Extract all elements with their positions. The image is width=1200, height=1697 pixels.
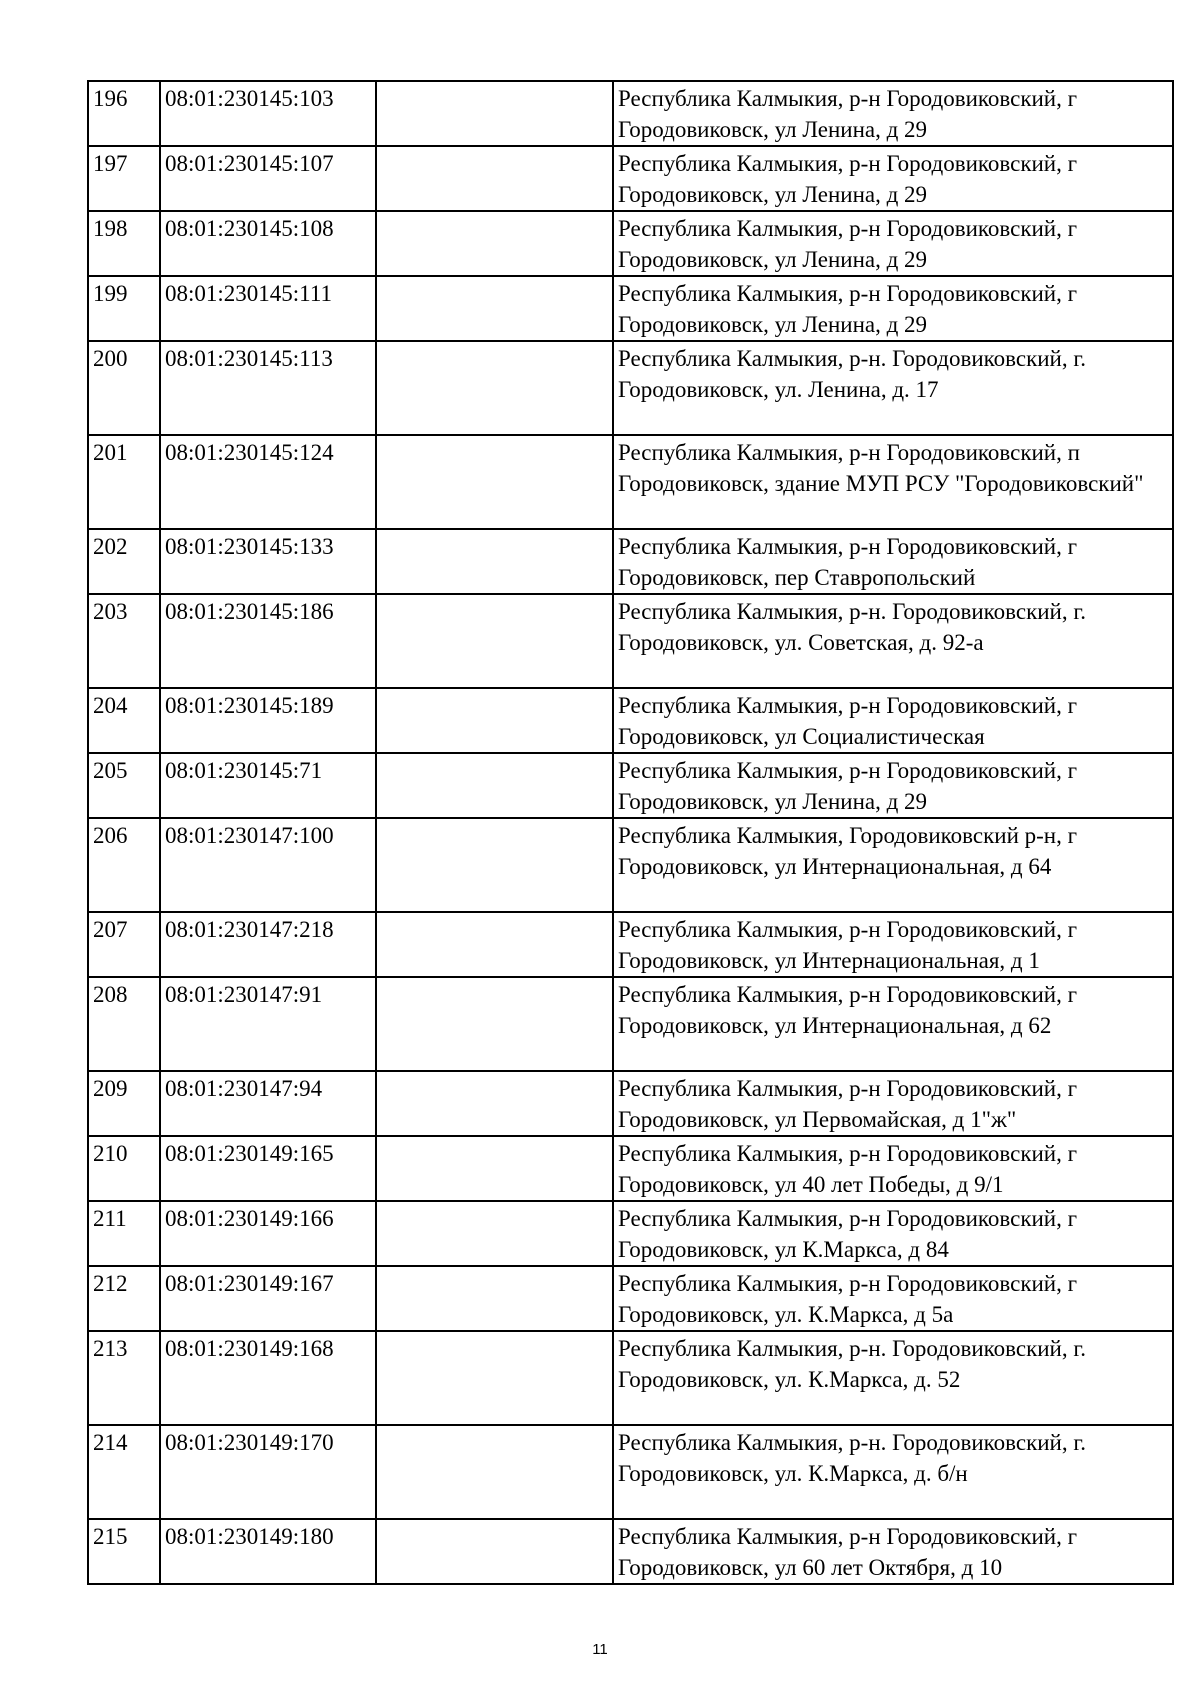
address-cell: Республика Калмыкия, р-н Городовиковский, г Городовиковск, ул Ленина, д 29	[613, 753, 1173, 818]
table-row	[88, 594, 1173, 688]
empty-cell	[376, 977, 613, 1071]
table-row	[88, 912, 1173, 977]
row-number-cell: 200	[88, 341, 160, 435]
cadastral-number-cell: 08:01:230149:165	[160, 1136, 376, 1201]
address-cell: Республика Калмыкия, р-н. Городовиковский, г. Городовиковск, ул. Ленина, д. 17	[613, 341, 1173, 435]
empty-cell	[376, 1519, 613, 1584]
cadastral-number-cell: 08:01:230145:108	[160, 211, 376, 276]
address-cell: Республика Калмыкия, р-н. Городовиковский, г. Городовиковск, ул. К.Маркса, д. б/н	[613, 1425, 1173, 1519]
empty-cell	[376, 753, 613, 818]
empty-cell	[376, 912, 613, 977]
row-number-cell: 197	[88, 146, 160, 211]
address-cell: Республика Калмыкия, р-н Городовиковский, г Городовиковск, ул Первомайская, д 1"ж"	[613, 1071, 1173, 1136]
cadastral-number-cell: 08:01:230149:168	[160, 1331, 376, 1425]
registry-table-body	[88, 81, 1173, 1584]
cadastral-number-cell: 08:01:230149:166	[160, 1201, 376, 1266]
table-row	[88, 1519, 1173, 1584]
address-cell: Республика Калмыкия, р-н Городовиковский, г Городовиковск, ул Ленина, д 29	[613, 276, 1173, 341]
table-row	[88, 529, 1173, 594]
address-cell: Республика Калмыкия, р-н Городовиковский, г Городовиковск, пер Ставропольский	[613, 529, 1173, 594]
row-number-cell: 205	[88, 753, 160, 818]
table-row	[88, 276, 1173, 341]
table-row	[88, 1266, 1173, 1331]
address-cell: Республика Калмыкия, р-н Городовиковский, г Городовиковск, ул 60 лет Октября, д 10	[613, 1519, 1173, 1584]
table-row	[88, 1331, 1173, 1425]
empty-cell	[376, 1071, 613, 1136]
page-number: 11	[592, 1641, 608, 1658]
address-cell: Республика Калмыкия, Городовиковский р-н, г Городовиковск, ул Интернациональная, д 64	[613, 818, 1173, 912]
row-number-cell: 202	[88, 529, 160, 594]
cadastral-number-cell: 08:01:230149:167	[160, 1266, 376, 1331]
row-number-cell: 211	[88, 1201, 160, 1266]
row-number-cell: 213	[88, 1331, 160, 1425]
cadastral-number-cell: 08:01:230145:103	[160, 81, 376, 146]
table-row	[88, 146, 1173, 211]
cadastral-number-cell: 08:01:230145:124	[160, 435, 376, 529]
cadastral-number-cell: 08:01:230145:107	[160, 146, 376, 211]
table-row	[88, 435, 1173, 529]
cadastral-number-cell: 08:01:230145:113	[160, 341, 376, 435]
empty-cell	[376, 81, 613, 146]
row-number-cell: 198	[88, 211, 160, 276]
address-cell: Республика Калмыкия, р-н Городовиковский, г Городовиковск, ул Ленина, д 29	[613, 146, 1173, 211]
empty-cell	[376, 1266, 613, 1331]
registry-table	[87, 80, 1174, 1585]
address-cell: Республика Калмыкия, р-н Городовиковский, г Городовиковск, ул Интернациональная, д 1	[613, 912, 1173, 977]
empty-cell	[376, 1136, 613, 1201]
address-cell: Республика Калмыкия, р-н Городовиковский, п Городовиковск, здание МУП РСУ "Городовиковский"	[613, 435, 1173, 529]
cadastral-number-cell: 08:01:230145:71	[160, 753, 376, 818]
cadastral-number-cell: 08:01:230145:189	[160, 688, 376, 753]
empty-cell	[376, 1201, 613, 1266]
empty-cell	[376, 435, 613, 529]
row-number-cell: 204	[88, 688, 160, 753]
empty-cell	[376, 688, 613, 753]
cadastral-number-cell: 08:01:230147:218	[160, 912, 376, 977]
cadastral-number-cell: 08:01:230149:170	[160, 1425, 376, 1519]
empty-cell	[376, 211, 613, 276]
cadastral-number-cell: 08:01:230145:111	[160, 276, 376, 341]
address-cell: Республика Калмыкия, р-н Городовиковский, г Городовиковск, ул. К.Маркса, д 5а	[613, 1266, 1173, 1331]
table-row	[88, 1071, 1173, 1136]
address-cell: Республика Калмыкия, р-н. Городовиковский, г. Городовиковск, ул. Советская, д. 92-а	[613, 594, 1173, 688]
table-row	[88, 211, 1173, 276]
row-number-cell: 208	[88, 977, 160, 1071]
cadastral-number-cell: 08:01:230149:180	[160, 1519, 376, 1584]
empty-cell	[376, 594, 613, 688]
row-number-cell: 203	[88, 594, 160, 688]
cadastral-number-cell: 08:01:230145:186	[160, 594, 376, 688]
cadastral-number-cell: 08:01:230147:94	[160, 1071, 376, 1136]
cadastral-number-cell: 08:01:230147:100	[160, 818, 376, 912]
row-number-cell: 209	[88, 1071, 160, 1136]
row-number-cell: 199	[88, 276, 160, 341]
row-number-cell: 206	[88, 818, 160, 912]
table-row	[88, 341, 1173, 435]
address-cell: Республика Калмыкия, р-н Городовиковский, г Городовиковск, ул 40 лет Победы, д 9/1	[613, 1136, 1173, 1201]
table-row	[88, 1425, 1173, 1519]
empty-cell	[376, 1425, 613, 1519]
table-row	[88, 977, 1173, 1071]
row-number-cell: 196	[88, 81, 160, 146]
table-row	[88, 818, 1173, 912]
address-cell: Республика Калмыкия, р-н Городовиковский, г Городовиковск, ул Ленина, д 29	[613, 211, 1173, 276]
address-cell: Республика Калмыкия, р-н Городовиковский, г Городовиковск, ул Интернациональная, д 62	[613, 977, 1173, 1071]
empty-cell	[376, 341, 613, 435]
row-number-cell: 212	[88, 1266, 160, 1331]
empty-cell	[376, 276, 613, 341]
table-row	[88, 81, 1173, 146]
empty-cell	[376, 146, 613, 211]
row-number-cell: 210	[88, 1136, 160, 1201]
address-cell: Республика Калмыкия, р-н. Городовиковский, г. Городовиковск, ул. К.Маркса, д. 52	[613, 1331, 1173, 1425]
table-row	[88, 688, 1173, 753]
table-row	[88, 1201, 1173, 1266]
row-number-cell: 207	[88, 912, 160, 977]
cadastral-number-cell: 08:01:230147:91	[160, 977, 376, 1071]
table-row	[88, 753, 1173, 818]
row-number-cell: 214	[88, 1425, 160, 1519]
address-cell: Республика Калмыкия, р-н Городовиковский, г Городовиковск, ул Социалистическая	[613, 688, 1173, 753]
row-number-cell: 215	[88, 1519, 160, 1584]
empty-cell	[376, 529, 613, 594]
address-cell: Республика Калмыкия, р-н Городовиковский, г Городовиковск, ул К.Маркса, д 84	[613, 1201, 1173, 1266]
table-row	[88, 1136, 1173, 1201]
address-cell: Республика Калмыкия, р-н Городовиковский, г Городовиковск, ул Ленина, д 29	[613, 81, 1173, 146]
cadastral-number-cell: 08:01:230145:133	[160, 529, 376, 594]
row-number-cell: 201	[88, 435, 160, 529]
empty-cell	[376, 1331, 613, 1425]
empty-cell	[376, 818, 613, 912]
